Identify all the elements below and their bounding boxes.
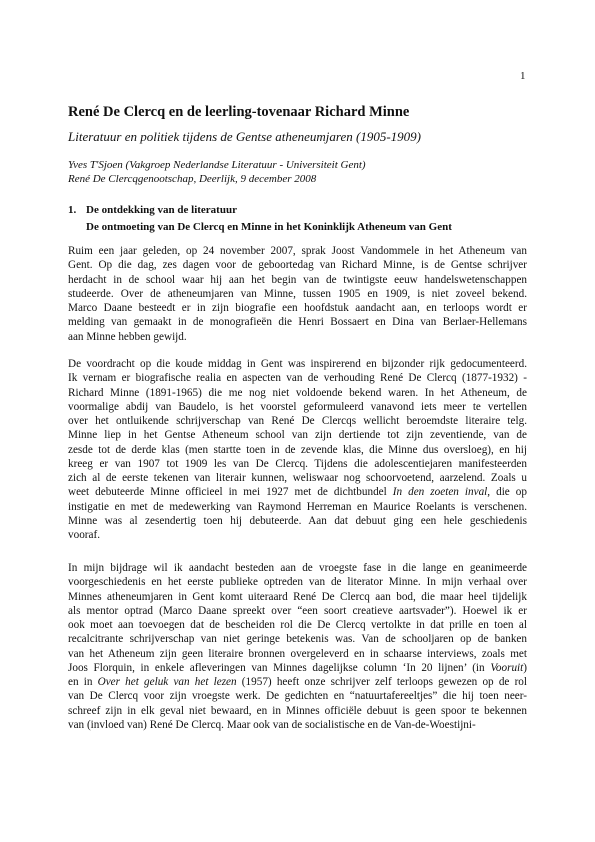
- text-line: herdacht in de school waar hij aan het begin van de twintigste eeuw handelswetenschappen: [68, 273, 527, 286]
- text-line: Ik vernam er biografische realia en aspecten van de verhouding René De Clercq (1877-1932) -: [68, 372, 527, 385]
- italic-title: Over het geluk van het lezen: [97, 676, 237, 688]
- text-line: recalcitrante schrijverschap van niet geringe betekenis was. Van de schooljaren op de banken: [68, 633, 527, 646]
- paragraph-1: [68, 244, 527, 344]
- text-line: De voordracht op die koude middag in Gent was inspirerend en bijzonder rijk gedocumenteerd.: [68, 358, 527, 370]
- text-line: weet debuteerde Minne officieel in mei 1927 met de dichtbundel In den zoeten inval, die op: [68, 486, 527, 499]
- italic-title: Vooruit: [490, 661, 524, 674]
- text-line: Marco Daane besteedt er in zijn biografie een hoofdstuk aandacht aan, en terloops wordt er: [68, 302, 527, 314]
- text-line: studeerde. Over de atheneumjaren van Minne, tussen 1905 en 1909, is niet zoveel bekend.: [68, 287, 527, 300]
- author-affiliation: Yves T'Sjoen (Vakgroep Nederlandse Literatuur - Universiteit Gent): [68, 159, 366, 171]
- text-line: Gent. Op die dag, zes dagen voor de geboortedag van Richard Minne, is de Gentse schrijver: [68, 259, 527, 272]
- text-line: instigatie en met de medewerking van Raymond Herreman en Maurice Roelants is verschenen.: [68, 500, 527, 513]
- section-number: 1.: [68, 204, 77, 216]
- text-line: van (invloed van) René De Clercq. Maar ook van de socialistische en de Van-de-Woestijni-: [68, 718, 476, 731]
- text-line: aan Minne hebben gewijd.: [68, 330, 187, 343]
- text-line: schreef zijn in elk geval niet bewaard, en in Minnes officiële debuut is geen spoor te bekennen: [68, 704, 527, 717]
- section-subheading: De ontmoeting van De Clercq en Minne in het Koninklijk Atheneum van Gent: [86, 221, 452, 233]
- text-line: van het Atheneum zijn geen literaire bronnen overgeleverd en in schaarse interviews, zoals met: [68, 647, 527, 660]
- text-line: melding van gemaakt in de monografieën die Henri Bossaert en Dina van Berlaer-Hellemans: [68, 316, 527, 329]
- text-line: voorgeschiedenis en het eerste publieke optreden van de literator Minne. In mijn verhaal over: [68, 576, 527, 589]
- text-line: voormalige abdij van Baudelo, is het voorstel geformuleerd vanavond iets meer te vertellen: [68, 400, 527, 413]
- text-line: over het ontluikende schrijverschap van René De Clercqs wellicht beroemdste literaire telg.: [68, 415, 527, 427]
- text-line: zich al de eerste tekenen van literair kunnen, weliswaar nog schoorvoetend, aarzelend. Zoals u: [68, 472, 527, 484]
- section-title: De ontdekking van de literatuur: [86, 204, 237, 216]
- text-line: Minne was al zesendertig toen hij debuteerde. Aan dat debuut ging een hele geschiedenis: [68, 514, 527, 527]
- paragraph-3: [68, 561, 527, 732]
- text-line: van De Clercq voor zijn vroegste werk. De gedichten en “natuurtafereeltjes” die hij toen neer-: [68, 690, 527, 703]
- text-line: Ruim een jaar geleden, op 24 november 2007, sprak Joost Vandommele in het Atheneum van: [68, 245, 527, 257]
- text-line: Minne liep in het Gentse Atheneum school van zijn dertiende tot zijn zeventiende, van de: [68, 429, 527, 442]
- text-line: Richard Minne (1891-1965) die me nog niet voldoende bekend waren. In het Atheneum, de: [68, 386, 527, 399]
- text-line: Minnes atheneumjaren in Gent komt uiteraard René De Clercq aan bod, die maar heel tijdelijk: [68, 590, 527, 603]
- text-line: Joos Florquin, in enkele afleveringen van Minnes dagelijkse column ‘In 20 lijnen’ (in Vooruit): [68, 661, 527, 674]
- section-heading: [68, 204, 237, 216]
- text-line: en in Over het geluk van het lezen (1957) heeft onze schrijver zelf terloops gewezen op de rol: [68, 676, 527, 688]
- page-number: 1: [520, 70, 526, 82]
- paper-subtitle: Literatuur en politiek tijdens de Gentse atheneumjaren (1905-1909): [68, 129, 421, 144]
- text-line: vooraf.: [68, 529, 100, 541]
- text-line: zesde tot de derde klas (men startte toen in de zevende klas, die Minne dus oversloeg), en hij: [68, 443, 527, 456]
- paper-title: René De Clercq en de leerling-tovenaar Richard Minne: [68, 104, 410, 120]
- author-block: [68, 158, 366, 186]
- text-line: kreeg er van 1907 tot 1909 les van De Clercq. Tijdens die adolescentiejaren manifesteerden: [68, 457, 527, 470]
- text-line: ook moet aan toevoegen dat de bescheiden rol die De Clercq vertolkte in dat prille en toen al: [68, 619, 527, 631]
- event-line: René De Clercqgenootschap, Deerlijk, 9 december 2008: [68, 173, 317, 185]
- text-line: als mentor optrad (Marco Daane spreekt over “een soort creatieve aartsvader”). Hoewel ik er: [68, 604, 527, 617]
- text-line: In mijn bijdrage wil ik aandacht besteden aan de vroegste fase in die lange en geanimeerde: [68, 562, 527, 574]
- italic-title: In den zoeten inval: [392, 486, 488, 499]
- paragraph-2: [68, 357, 527, 542]
